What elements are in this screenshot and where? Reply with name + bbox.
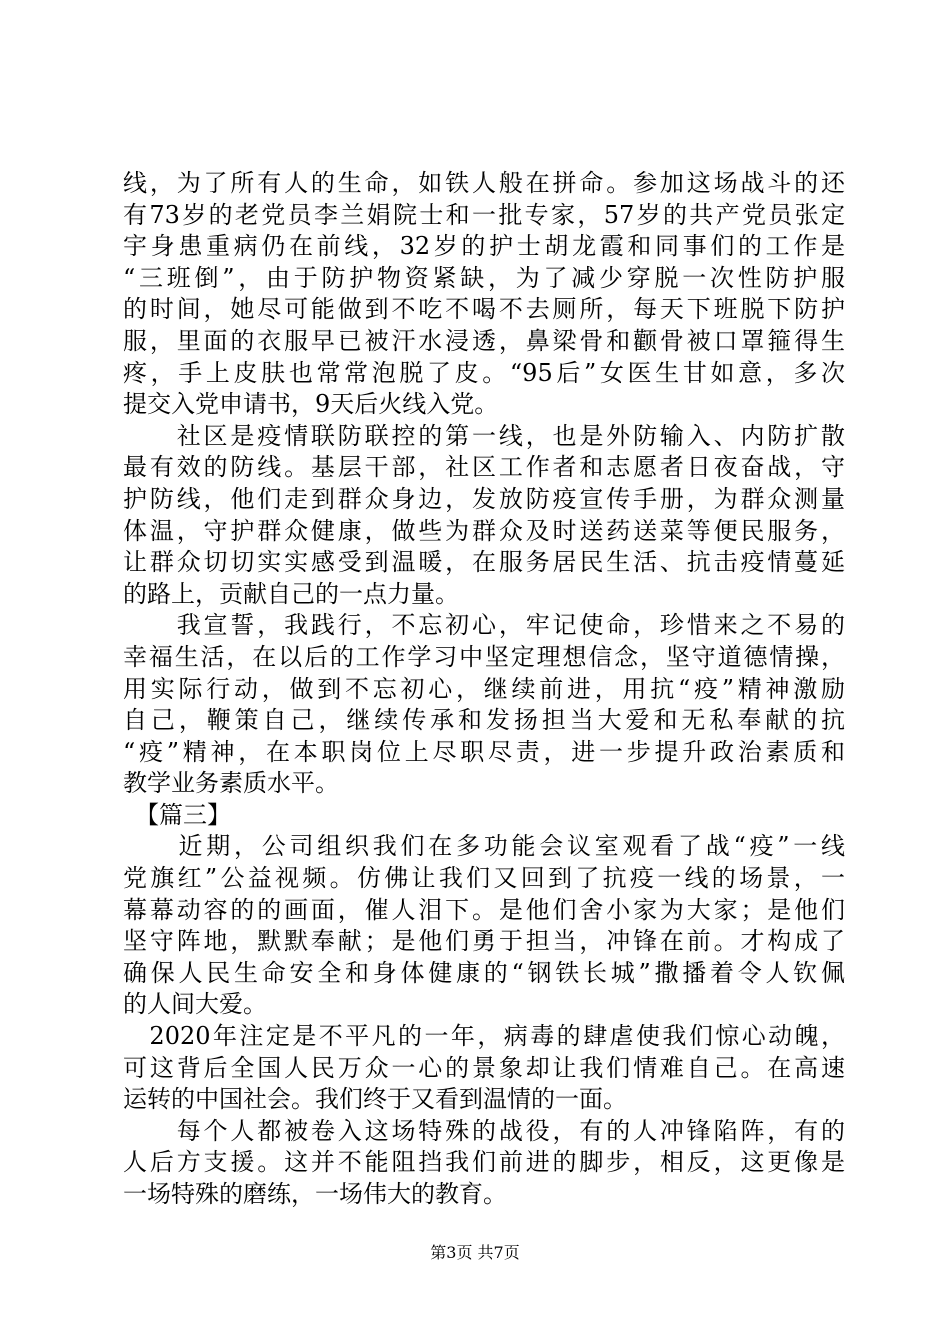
text-line: 让群众切切实实感受到温暖，在服务居民生活、抗击疫情蔓延: [123, 548, 845, 577]
section-heading: [123, 800, 845, 832]
document-body: [123, 168, 845, 1211]
paragraph: [123, 1021, 845, 1116]
text-line: 社区是疫情联防联控的第一线，也是外防输入、内防扩散: [123, 421, 845, 450]
text-line: 每个人都被卷入这场特殊的战役，有的人冲锋陷阵，有的: [123, 1116, 845, 1145]
paragraph: [123, 831, 845, 1021]
text-line: 的时间，她尽可能做到不吃不喝不去厕所，每天下班脱下防护: [123, 295, 845, 324]
text-line: 体温，守护群众健康，做些为群众及时送药送菜等便民服务，: [123, 516, 845, 545]
text-line: 的路上，贡献自己的一点力量。: [123, 579, 459, 608]
text-line: 宇身患重病仍在前线，32岁的护士胡龙霞和同事们的工作是: [123, 232, 845, 261]
paragraph: [123, 421, 845, 611]
text-line: “疫”精神，在本职岗位上尽职尽责，进一步提升政治素质和: [123, 737, 845, 766]
text-line: 党旗红”公益视频。仿佛让我们又回到了抗疫一线的场景，一: [123, 864, 845, 893]
page-footer: 第3页 共7页: [430, 1243, 520, 1262]
text-line: 疼，手上皮肤也常常泡脱了皮。“95后”女医生甘如意，多次: [123, 358, 845, 387]
text-line: 2020年注定是不平凡的一年，病毒的肆虐使我们惊心动魄，: [123, 1022, 845, 1051]
text-line: 线，为了所有人的生命，如铁人般在拼命。参加这场战斗的还: [123, 169, 845, 197]
text-line: 的人间大爱。: [123, 990, 267, 1019]
text-line: 有73岁的老党员李兰娟院士和一批专家，57岁的共产党员张定: [123, 200, 845, 229]
text-line: 幕幕动容的的画面，催人泪下。是他们舍小家为大家；是他们: [123, 895, 845, 924]
text-line: 自己，鞭策自己，继续传承和发扬担当大爱和无私奉献的抗: [123, 706, 845, 735]
text-line: 用实际行动，做到不忘初心，继续前进，用抗“疫”精神激励: [123, 674, 845, 703]
text-line: 教学业务素质水平。: [123, 769, 339, 798]
text-line: “三班倒”，由于防护物资紧缺，为了减少穿脱一次性防护服: [123, 263, 845, 292]
text-line: 护防线，他们走到群众身边，发放防疫宣传手册，为群众测量: [123, 484, 845, 513]
text-line: 【篇三】: [123, 800, 231, 829]
paragraph: [123, 610, 845, 800]
text-line: 运转的中国社会。我们终于又看到温情的一面。: [123, 1085, 627, 1114]
text-line: 可这背后全国人民万众一心的景象却让我们情难自己。在高速: [123, 1053, 845, 1082]
text-line: 近期，公司组织我们在多功能会议室观看了战“疫”一线: [123, 832, 845, 861]
paragraph: [123, 168, 845, 421]
text-line: 服，里面的衣服早已被汗水浸透，鼻梁骨和颧骨被口罩箍得生: [123, 326, 845, 355]
text-line: 人后方支援。这并不能阻挡我们前进的脚步，相反，这更像是: [123, 1148, 845, 1177]
text-line: 一场特殊的磨练，一场伟大的教育。: [123, 1180, 507, 1208]
paragraph: [123, 1116, 845, 1211]
text-line: 幸福生活，在以后的工作学习中坚定理想信念，坚守道德情操，: [123, 642, 845, 671]
text-line: 确保人民生命安全和身体健康的“钢铁长城”撒播着令人钦佩: [123, 958, 845, 987]
text-line: 坚守阵地，默默奉献；是他们勇于担当，冲锋在前。才构成了: [123, 927, 845, 956]
text-line: 我宣誓，我践行，不忘初心，牢记使命，珍惜来之不易的: [123, 611, 845, 640]
text-line: 提交入党申请书，9天后火线入党。: [123, 390, 499, 419]
text-line: 最有效的防线。基层干部，社区工作者和志愿者日夜奋战，守: [123, 453, 845, 482]
